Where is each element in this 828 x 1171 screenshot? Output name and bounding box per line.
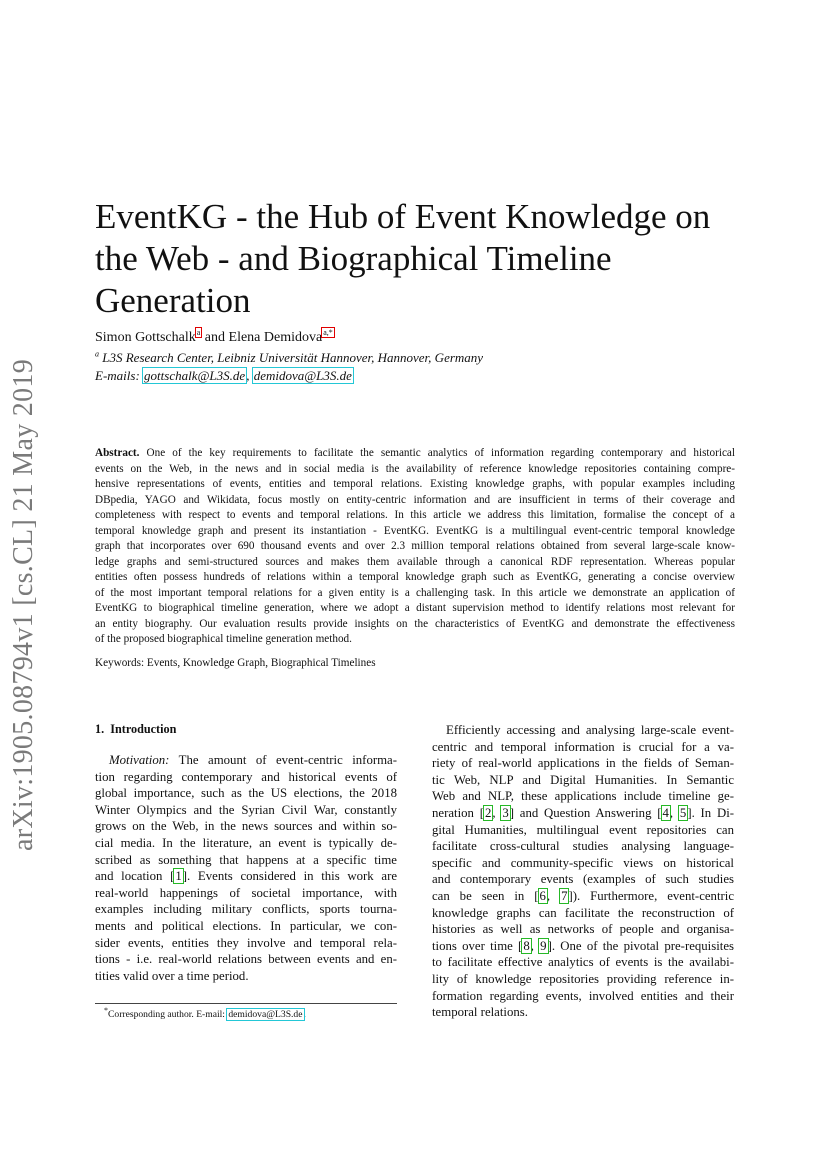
paragraph-line: scribed as something that happens at a specific time [95, 852, 397, 867]
abstract-line: completeness with respect to events and temporal relations. In this article we address this limitation, formalise the concept of a [95, 509, 735, 521]
citation-link[interactable]: 1 [175, 869, 182, 884]
section-title: Introduction [110, 722, 177, 736]
paragraph-line: examples including military conflicts, sports tourna- [95, 902, 397, 917]
paragraph-text: neration [ [432, 805, 484, 820]
paragraph-line: knowledge graphs can facilitate the reconstruction of [432, 905, 734, 920]
footnote-text: Corresponding author. E-mail: [108, 1009, 228, 1020]
paragraph-line [95, 868, 397, 885]
paragraph-line: lity of knowledge repositories providing reference in- [432, 971, 734, 986]
title-line: Generation [95, 281, 251, 320]
abstract-line: of the proposed biographical timeline generation method. [95, 633, 352, 645]
abstract [95, 446, 735, 648]
paragraph-line [432, 938, 734, 955]
paragraph-text: ]). Furthermore, event-centric [568, 888, 734, 903]
paragraph-text: ]. One of the pivotal pre-requisites [547, 938, 734, 953]
paragraph-line: ments and political elections. In particular, we con- [95, 918, 397, 933]
paragraph-text: and location [ [95, 869, 175, 884]
paragraph-text: , [546, 888, 561, 903]
affiliation-link[interactable]: a [196, 328, 201, 338]
email-link[interactable]: demidova@L3S.de [253, 368, 352, 383]
paragraph-line: tion regarding contemporary and historical events of [95, 769, 397, 784]
affiliation [95, 350, 483, 366]
paragraph-text: ]. Events considered in this work are [182, 869, 398, 884]
corresponding-author-link[interactable]: a,* [323, 328, 333, 338]
section-heading [95, 722, 176, 737]
email-link[interactable]: gottschalk@L3S.de [144, 368, 246, 383]
paragraph-line: histories as well as networks of people and organisa- [432, 922, 734, 937]
citation-link[interactable]: 6 [539, 888, 546, 903]
author-name: Simon Gottschalk [95, 330, 196, 345]
citation-link[interactable]: 5 [679, 805, 687, 820]
paragraph-text: , [530, 938, 540, 953]
paragraph-text: tions over time [ [432, 938, 523, 953]
abstract-line: DBpedia, YAGO and Wikidata, focus mostly on entity-centric information and are insufficient in terms of their coverage and [95, 493, 735, 506]
paragraph-line: sider events, entities they involve and temporal rela- [95, 935, 397, 950]
abstract-line: an entity biography. Our evaluation results provide insights on the characteristics of EventKG and demonstrate the effectiveness [95, 617, 735, 630]
emails-separator: , [246, 368, 253, 383]
title-line: EventKG - the Hub of Event Knowledge on [95, 197, 711, 236]
affiliation-text: L3S Research Center, Leibniz Universität Hannover, Hannover, Germany [99, 350, 484, 365]
author-list [95, 330, 334, 346]
citation-link[interactable]: 4 [662, 805, 669, 820]
paragraph-line: gital Humanities, multilingual event repositories can [432, 822, 734, 837]
paragraph-text: , [492, 805, 502, 820]
abstract-text: One of the key requirements to facilitate the semantic analytics of information regarding contemporary and historical [139, 447, 735, 459]
paragraph-line: cial media. In the literature, an event is typically de- [95, 835, 397, 850]
paragraph-line: Winter Olympics and the Syrian Civil War, constantly [95, 802, 397, 817]
abstract-line [95, 446, 735, 462]
abstract-line: EventKG to biographical timeline generation, where we adopt a distant supervision method to identify relations most relevant for [95, 602, 735, 614]
paragraph-line: real-world happenings of societal importance, with [95, 885, 397, 900]
paragraph-line: riety of real-world applications in the fields of Seman- [432, 756, 734, 771]
abstract-line: hensive representations of events, entities and temporal relations. Existing knowledge graphs, with popular examples including [95, 478, 735, 490]
paragraph-line [432, 888, 734, 905]
title-line: the Web - and Biographical Timeline [95, 239, 612, 278]
paragraph-line: and contemporary events (examples of such studies [432, 872, 734, 887]
paragraph-line: tions - i.e. real-world relations between events and en- [95, 952, 397, 967]
paragraph-line: to facilitate effective analytics of events is the availabi- [432, 955, 734, 970]
citation-link[interactable]: 8 [523, 938, 530, 953]
affiliation-mark: a [95, 349, 99, 359]
paragraph-line: formation regarding events, involved entities and their [432, 988, 734, 1003]
abstract-line: entities often possess hundreds of relations within a temporal knowledge graph such as EventKG, generating a concise overview [95, 571, 735, 583]
footnote-rule [95, 1003, 397, 1004]
paragraph-line [95, 752, 397, 769]
paragraph-line: Efficiently accessing and analysing large-scale event- [446, 723, 734, 737]
paragraph-line: centric and temporal information is crucial for a va- [432, 739, 734, 754]
paragraph-line: grows on the Web, in the news sources and within so- [95, 819, 397, 834]
citation-link[interactable]: 9 [540, 938, 547, 953]
author-separator: and [201, 330, 229, 345]
paragraph-line: global importance, such as the US elections, the 2018 [95, 786, 397, 801]
footnote-mark: * [104, 1005, 108, 1015]
paragraph-line: temporal relations. [432, 1005, 528, 1020]
abstract-line: ledge graphs and semi-structured sources and makes them available through a canonical RDF representation. Whereas popular [95, 555, 735, 568]
paragraph-line [432, 805, 734, 822]
arxiv-stamp [4, 360, 44, 850]
citation-link[interactable]: 3 [502, 805, 509, 820]
paragraph-line: specific and community-specific views on historical [432, 855, 734, 870]
abstract-line: temporal knowledge graph and present its instantiation - EventKG. EventKG is a multilingual event-centric temporal knowledge [95, 524, 735, 537]
abstract-line: of the most important temporal relations for a given entity is a challenging task. In this article we demonstrate an application of [95, 586, 735, 599]
paragraph-line: Web and NLP, these applications include timeline ge- [432, 789, 734, 804]
paper-title [95, 196, 745, 322]
citation-link[interactable]: 2 [484, 805, 492, 820]
paragraph-text: The amount of event-centric informa- [169, 753, 397, 767]
abstract-label: Abstract. [95, 447, 140, 459]
abstract-line: events on the Web, in the news and in social media is the availability of reference knowledge repositories containing compre- [95, 462, 735, 475]
paragraph-text: ]. In Di- [687, 805, 735, 820]
paragraph-text: can be seen in [ [432, 888, 539, 903]
abstract-line: graph that incorporates over 690 thousand events and over 2.3 million temporal relations obtained from several large-scale know- [95, 540, 735, 552]
footnote [104, 1005, 306, 1020]
email-link[interactable]: demidova@L3S.de [228, 1009, 303, 1020]
paragraph-line: tic Web, NLP and Digital Humanities. In Semantic [432, 772, 734, 787]
keywords: Keywords: Events, Knowledge Graph, Biographical Timelines [95, 657, 376, 669]
emails-label: E-mails: [95, 368, 144, 383]
paragraph-line: facilitate cross-cultural studies analysing language- [432, 839, 734, 854]
right-column [432, 722, 734, 1021]
citation-link[interactable]: 7 [561, 888, 568, 903]
paragraph-text: , [669, 805, 679, 820]
emails [95, 368, 353, 384]
section-number: 1. [95, 722, 105, 736]
paragraph-lead: Motivation: [109, 753, 170, 767]
paragraph-text: ] and Question Answering [ [509, 805, 662, 820]
footnote-end: . [303, 1009, 306, 1020]
arxiv-stamp-text: arXiv:1905.08794v1 [cs.CL] 21 May 2019 [8, 358, 39, 852]
author-name: Elena Demidova [228, 330, 323, 345]
left-column [95, 752, 397, 984]
paragraph-line: tities valid over a time period. [95, 968, 249, 983]
